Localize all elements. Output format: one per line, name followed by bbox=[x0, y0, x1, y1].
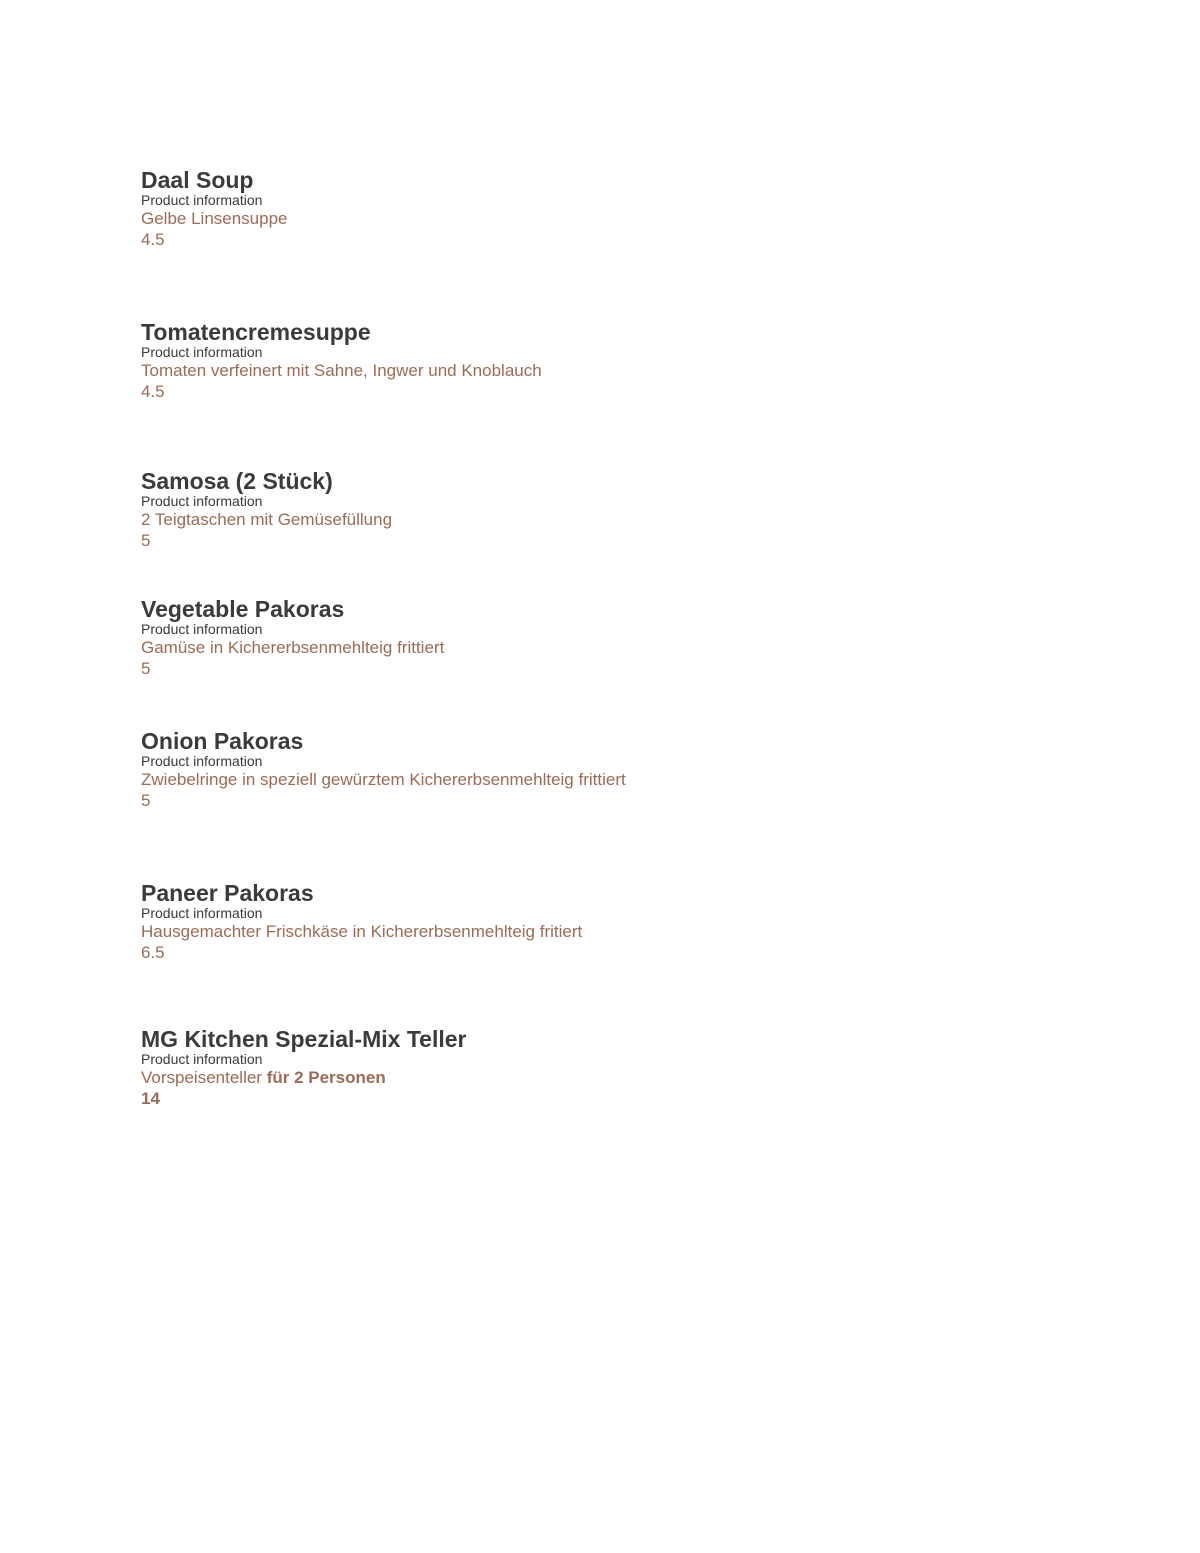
item-description: Gelbe Linsensuppe bbox=[141, 209, 288, 228]
item-description: Hausgemachter Frischkäse in Kichererbsenmehlteig fritiert bbox=[141, 922, 583, 941]
product-info-label: Product information bbox=[141, 192, 263, 208]
product-info-label: Product information bbox=[141, 905, 263, 921]
product-info-label: Product information bbox=[141, 621, 263, 637]
menu-item bbox=[141, 167, 288, 250]
item-price: 4.5 bbox=[141, 382, 165, 401]
menu-item bbox=[141, 319, 542, 402]
item-title: Onion Pakoras bbox=[141, 728, 304, 754]
item-title: Samosa (2 Stück) bbox=[141, 468, 333, 494]
item-description: Zwiebelringe in speziell gewürztem Kichererbsenmehlteig frittiert bbox=[141, 770, 626, 789]
item-title: Daal Soup bbox=[141, 167, 254, 193]
item-description: Gamüse in Kichererbsenmehlteig frittiert bbox=[141, 638, 445, 657]
item-price: 4.5 bbox=[141, 230, 165, 249]
menu-item bbox=[141, 468, 392, 551]
item-price: 14 bbox=[141, 1089, 160, 1108]
description-text: Vorspeisenteller bbox=[141, 1068, 262, 1087]
item-description bbox=[141, 1068, 466, 1088]
menu-item bbox=[141, 596, 444, 679]
item-title: Vegetable Pakoras bbox=[141, 596, 345, 622]
item-description: 2 Teigtaschen mit Gemüsefüllung bbox=[141, 510, 393, 529]
item-price: 5 bbox=[141, 659, 151, 678]
item-price: 5 bbox=[141, 791, 151, 810]
item-price: 5 bbox=[141, 531, 151, 550]
item-title: Tomatencremesuppe bbox=[141, 319, 371, 345]
item-title: Paneer Pakoras bbox=[141, 880, 314, 906]
item-price: 6.5 bbox=[141, 943, 165, 962]
product-info-label: Product information bbox=[141, 1051, 263, 1067]
item-title: MG Kitchen Spezial-Mix Teller bbox=[141, 1026, 467, 1052]
product-info-label: Product information bbox=[141, 493, 263, 509]
menu-item bbox=[141, 880, 582, 963]
menu-item bbox=[141, 728, 626, 811]
product-info-label: Product information bbox=[141, 344, 263, 360]
product-info-label: Product information bbox=[141, 753, 263, 769]
item-description: Tomaten verfeinert mit Sahne, Ingwer und Knoblauch bbox=[141, 361, 542, 380]
description-bold-text: für 2 Personen bbox=[266, 1068, 386, 1087]
menu-item bbox=[141, 1026, 466, 1109]
